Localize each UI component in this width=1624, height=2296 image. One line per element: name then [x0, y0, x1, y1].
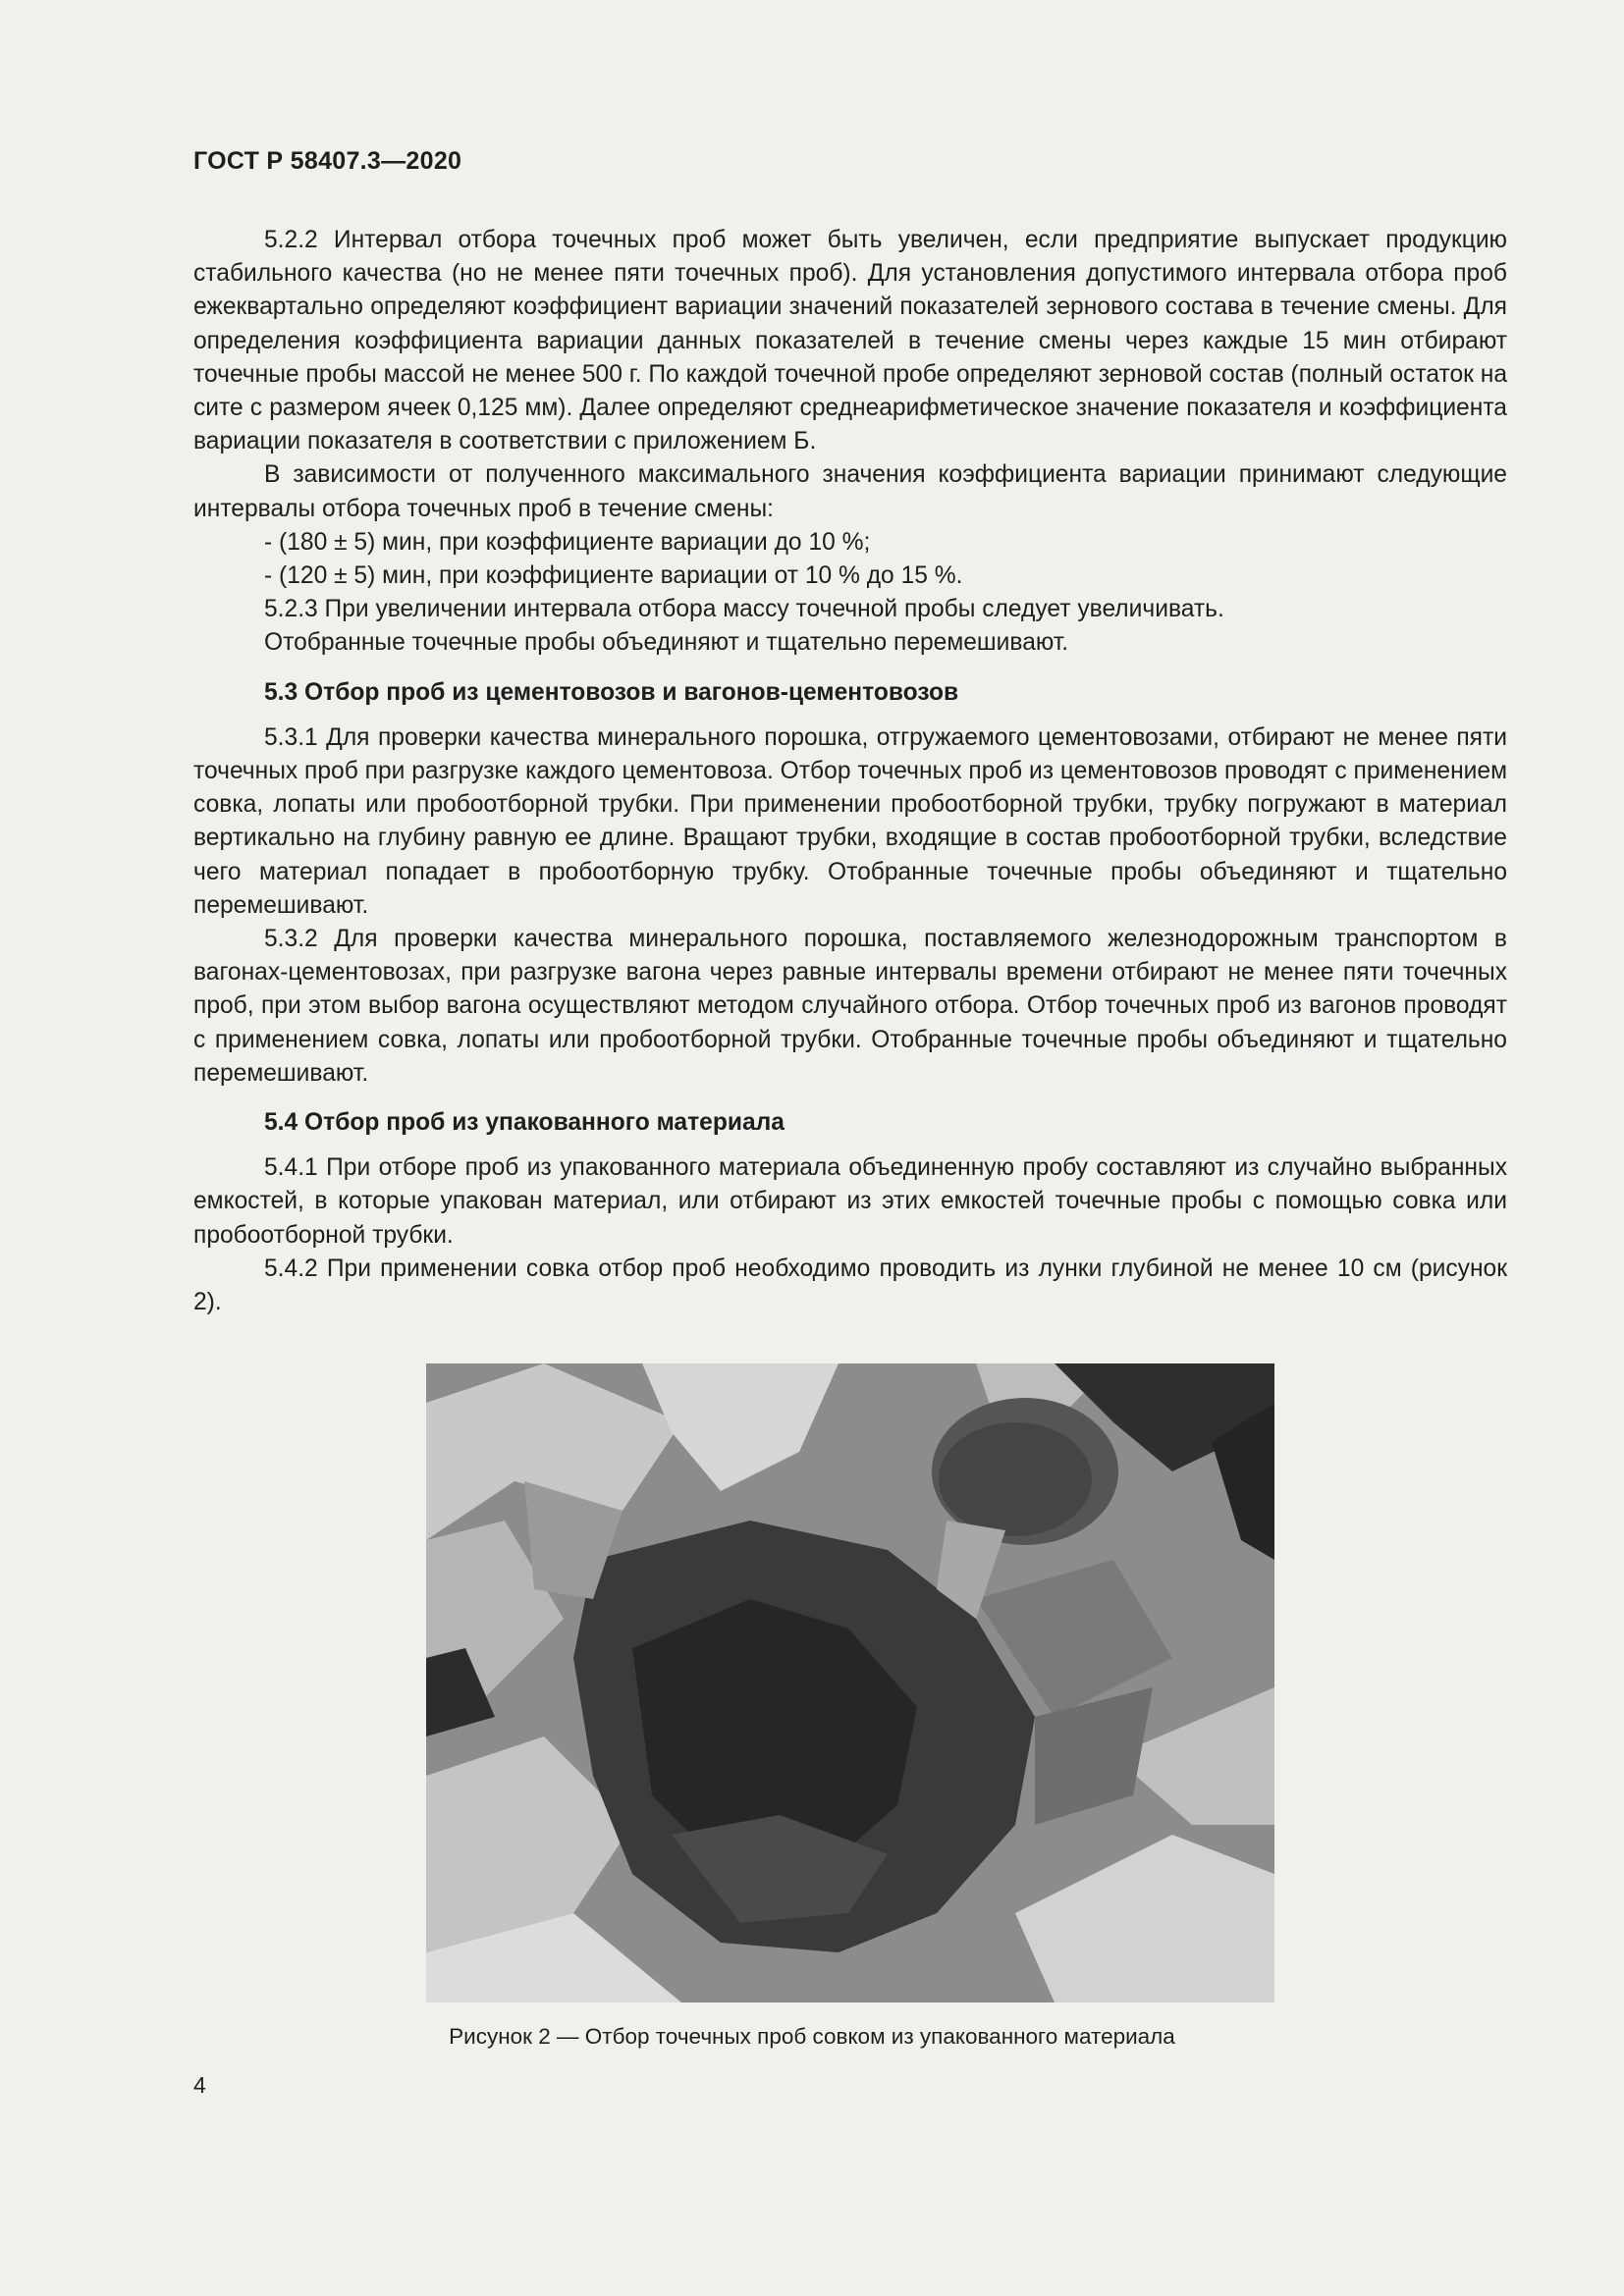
figure-2-scoop-sampling-photo — [426, 1363, 1274, 2002]
figure-caption: Рисунок 2 — Отбор точечных проб совком из упакованного материала — [449, 2024, 1175, 2049]
document-body — [193, 224, 1507, 1319]
list-item-interval-120: - (120 ± 5) мин, при коэффициенте вариации от 10 % до 15 %. — [264, 562, 963, 590]
paragraph-5-4-2: 5.4.2 При применении совка отбор проб необходимо проводить из лунки глубиной не менее 10 см (рисунок 2). — [193, 1255, 1507, 1316]
list-item-interval-180: - (180 ± 5) мин, при коэффициенте вариации до 10 %; — [264, 528, 871, 556]
paragraph-samples-mixed: Отобранные точечные пробы объединяют и тщательно перемешивают. — [264, 629, 1069, 657]
page-number: 4 — [193, 2072, 206, 2098]
photo-illustration — [426, 1363, 1274, 2002]
paragraph-5-3-2: 5.3.2 Для проверки качества минерального порошка, поставляемого железнодорожным транспортом в вагонах-цементовозах, при разгрузке вагона через равные интервалы времени отбирают не менее пяти точечных проб, при этом выбор вагона осуществляют методом случайного отбора. Отбор точечных проб из вагонов проводят с применением совка, лопаты или пробоотборной трубки. Отобранные точечные пробы объединяют и тщательно перемешивают. — [193, 926, 1507, 1087]
paragraph-5-3-1: 5.3.1 Для проверки качества минерального порошка, отгружаемого цементовозами, отбирают не менее пяти точечных проб при разгрузке каждого цементовоза. Отбор точечных проб из цементовозов проводят с применением совка, лопаты или пробоотборной трубки. При применении пробоотборной трубки, трубку погружают в материал вертикально на глубину равную ее длине. Вращают трубки, входящие в состав пробоотборной трубки, вследствие чего материал попадает в пробоотборную трубку. Отобранные точечные пробы объединяют и тщательно перемешивают. — [193, 723, 1507, 919]
paragraph-intervals-intro: В зависимости от полученного максимального значения коэффициента вариации принимают следующие интервалы отбора точечных проб в течение смены: — [193, 461, 1507, 522]
paragraph-5-2-3: 5.2.3 При увеличении интервала отбора массу точечной пробы следует увеличивать. — [264, 596, 1224, 623]
document-code-header: ГОСТ Р 58407.3—2020 — [193, 147, 462, 175]
paragraph-5-2-2: 5.2.2 Интервал отбора точечных проб может быть увеличен, если предприятие выпускает продукцию стабильного качества (но не менее пяти точечных проб). Для установления допустимого интервала отбора проб ежеквартально определяют коэффициент вариации значений показателей зернового состава в течение смены. Для определения коэффициента вариации данных показателей в течение смены через каждые 15 мин отбирают точечные пробы массой не менее 500 г. По каждой точечной пробе определяют зерновой состав (полный остаток на сите с размером ячеек 0,125 мм). Далее определяют среднеарифметическое значение показателя и коэффициента вариации показателя в соответствии с приложением Б. — [193, 227, 1507, 455]
paragraph-5-4-1: 5.4.1 При отборе проб из упакованного материала объединенную пробу составляют из случайно выбранных емкостей, в которые упакован материал, или отбирают из этих емкостей точечные пробы с помощью совка или пробоотборной трубки. — [193, 1154, 1507, 1249]
section-heading-5-4: 5.4 Отбор проб из упакованного материала — [264, 1109, 785, 1137]
section-heading-5-3: 5.3 Отбор проб из цементовозов и вагонов-цементовозов — [264, 678, 959, 706]
